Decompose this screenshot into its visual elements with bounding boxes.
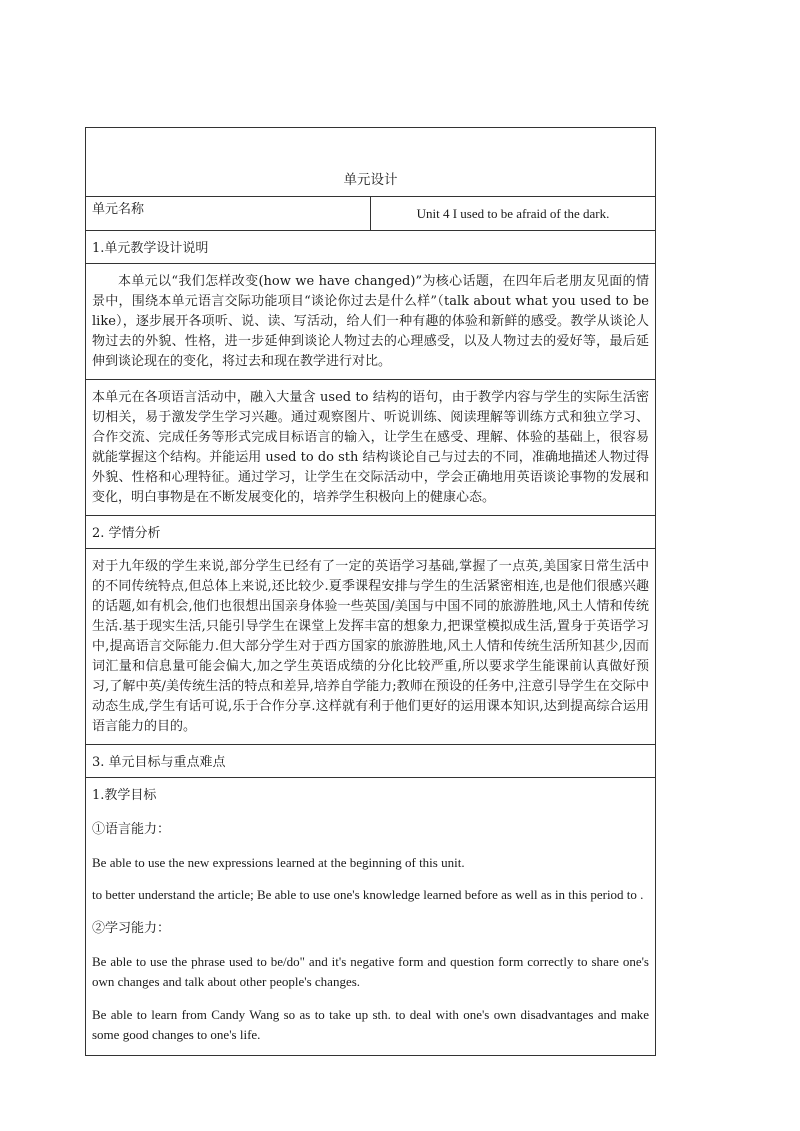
learning-ability-heading: ②学习能力： xyxy=(92,921,171,936)
language-ability-p2: to better understand the article; Be able to use one's knowledge learned before as well as in this period to . xyxy=(92,887,644,902)
teaching-goals-heading: 1.教学目标 xyxy=(92,788,157,803)
section1-para2: 本单元在各项语言活动中，融入大量含 used to 结构的语句，由于教学内容与学生的实际生活密切相关，易于激发学生学习兴趣。通过观察图片、听说训练、阅读理解等训练方式和独立学习、合作交流、完成任务等形式完成目标语言的输入，让学生在感受、理解、体验的基础上，很容易就能掌握这个结构。并能运用 used to do sth 结构谈论自己与过去的不同，准确地描述人物过得外貌、性格和心理特征。通过学习，让学生在交际活动中，学会正确地用英语谈论事物的发展和变化，明白事物是在不断发展变化的，培养学生积极向上的健康心态。 xyxy=(92,390,649,505)
section1-para2-block xyxy=(92,380,649,515)
section3-heading: 3. 单元目标与重点难点 xyxy=(86,745,655,778)
learning-ability-p2: Be able to learn from Candy Wang so as to take up sth. to deal with one's own disadvantages and make some good changes to one's life. xyxy=(92,1007,649,1042)
table-title-row xyxy=(86,128,656,197)
section1-row xyxy=(86,231,656,516)
section3-cell xyxy=(86,745,656,1056)
section2-para-block xyxy=(92,549,649,744)
section3-row xyxy=(86,745,656,1056)
section1-para1-block xyxy=(86,264,655,380)
language-ability-p1: Be able to use the new expressions learned at the beginning of this unit. xyxy=(92,855,465,870)
language-ability-heading: ①语言能力： xyxy=(92,822,171,837)
section1-heading: 1.单元教学设计说明 xyxy=(86,231,655,264)
unit-name-value: Unit 4 I used to be afraid of the dark. xyxy=(371,197,656,231)
section2-row xyxy=(86,516,656,745)
table-title: 单元设计 xyxy=(86,128,656,197)
section2-cell xyxy=(86,516,656,745)
unit-name-row xyxy=(86,197,656,231)
section2-heading: 2. 学情分析 xyxy=(86,516,655,549)
unit-design-table xyxy=(85,127,656,1056)
section1-para1: 本单元以“我们怎样改变(how we have changed)”为核心话题，在四年后老朋友见面的情景中，围绕本单元语言交际功能项目“谈论你过去是什么样”（talk about what you used to be like），逐步展开各项听、说、读、写活动，给人们一种有趣的体验和新鲜的感受。教学从谈论人物过去的外貌、性格，进一步延伸到谈论人物过去的心理感受，以及人物过去的爱好等，最后延伸到谈论现在的变化，将过去和现在教学进行对比。 xyxy=(92,274,649,369)
section1-cell xyxy=(86,231,656,516)
section2-para: 对于九年级的学生来说,部分学生已经有了一定的英语学习基础,掌握了一点英,美国家日常生活中的不同传统特点,但总体上来说,还比较少.夏季课程安排与学生的生活紧密相连,也是他们很感兴趣的话题,如有机会,他们也很想出国亲身体验一些英国/美国与中国不同的旅游胜地,风土人情和传统生活.基于现实生活,只能引导学生在课堂上发挥丰富的想象力,把课堂模拟成生活,置身于英语学习中,提高语言交际能力.但大部分学生对于西方国家的旅游胜地,风土人情和传统生活所知甚少,因而词汇量和信息量可能会偏大,加之学生英语成绩的分化比较严重,所以要求学生能课前认真做好预习,了解中英/美传统生活的特点和差异,培养自学能力;教师在预设的任务中,注意引导学生在交际中动态生成,学生有话可说,乐于合作分享.这样就有利于他们更好的运用课本知识,达到提高综合运用语言能力的目的。 xyxy=(92,559,649,734)
learning-ability-p1: Be able to use the phrase used to be/do" and it's negative form and question form correctly to share one's own changes and talk about other people's changes. xyxy=(92,954,649,989)
unit-name-label: 单元名称 xyxy=(86,197,371,231)
